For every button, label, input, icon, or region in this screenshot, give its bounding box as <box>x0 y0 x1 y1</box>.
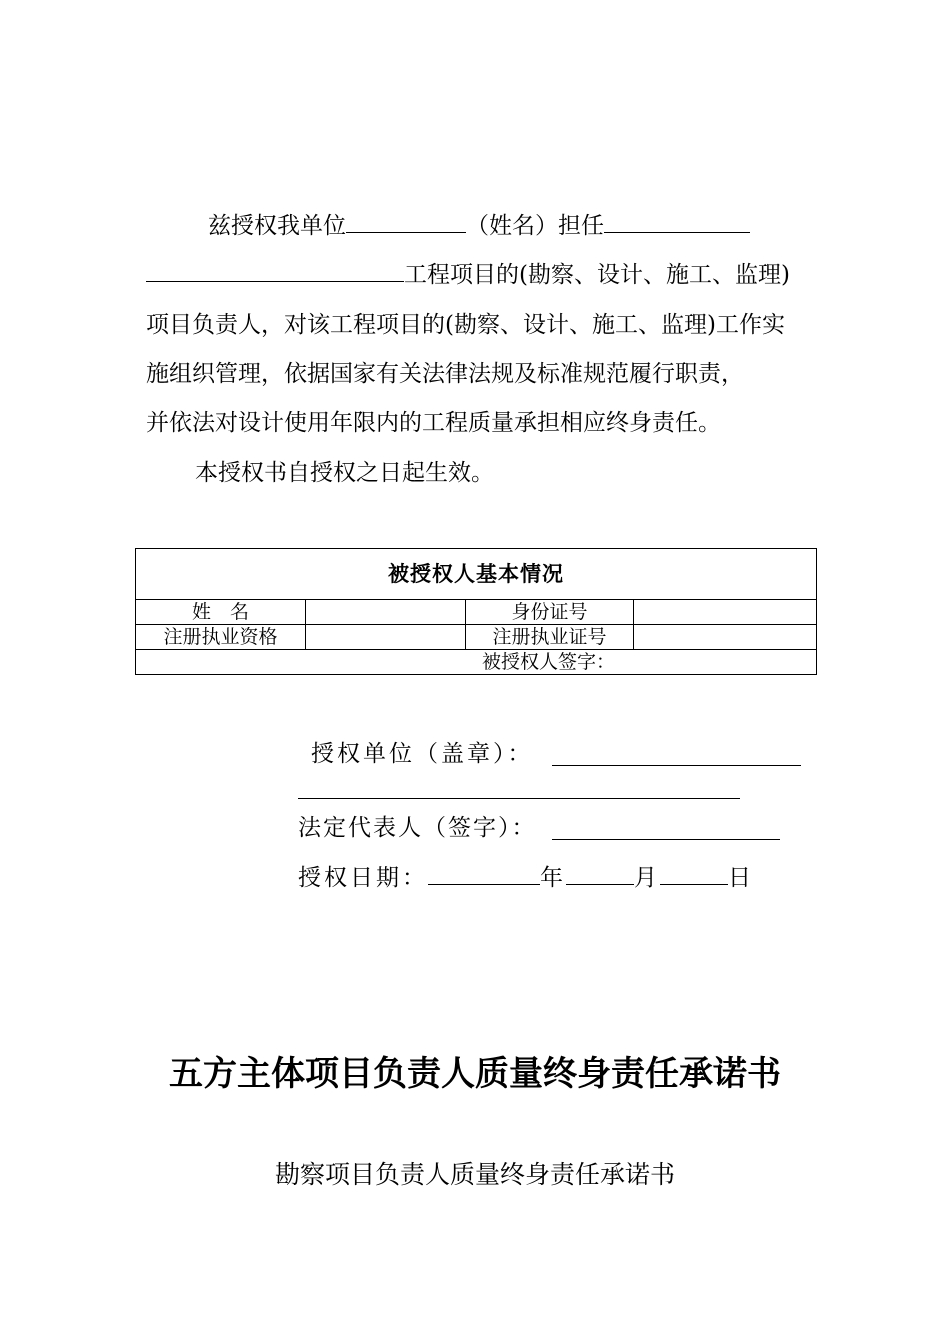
blank-unit-continued <box>298 798 740 799</box>
legal-rep-label: 法定代表人（签字）： <box>298 815 537 841</box>
blank-month <box>566 862 634 885</box>
date-line <box>298 862 754 893</box>
paragraph-line-6: 本授权书自授权之日起生效。 <box>195 460 494 486</box>
text-name-role: （姓名）担任 <box>466 213 604 239</box>
paragraph-line-2 <box>146 259 790 290</box>
document-title: 五方主体项目负责人质量终身责任承诺书 <box>169 1054 781 1094</box>
blank-unit-seal <box>552 765 801 766</box>
signature-label: 被授权人签字： <box>136 650 817 675</box>
blank-day <box>660 862 728 885</box>
qualification-cell <box>306 625 466 650</box>
id-cell <box>634 600 817 625</box>
authorized-person-table <box>135 548 817 675</box>
paragraph-line-5: 并依法对设计使用年限内的工程质量承担相应终身责任。 <box>146 410 721 436</box>
text-authorize-unit: 兹授权我单位 <box>208 213 346 239</box>
blank-year <box>428 862 540 885</box>
document-subtitle: 勘察项目负责人质量终身责任承诺书 <box>274 1160 675 1189</box>
blank-project <box>146 259 404 282</box>
blank-name <box>346 210 466 233</box>
cert-label: 注册执业证号 <box>466 625 634 650</box>
paragraph-line-3: 项目负责人，对该工程项目的(勘察、设计、施工、监理)工作实 <box>146 312 785 338</box>
date-label: 授权日期： <box>298 865 428 891</box>
name-cell <box>306 600 466 625</box>
month-label: 月 <box>634 865 660 891</box>
paragraph-line-1 <box>208 210 750 241</box>
text-project-type: 工程项目的(勘察、设计、施工、监理) <box>404 262 790 288</box>
cert-cell <box>634 625 817 650</box>
blank-legal-rep <box>552 839 780 840</box>
day-label: 日 <box>728 865 754 891</box>
table-header: 被授权人基本情况 <box>136 549 817 600</box>
id-label: 身份证号 <box>466 600 634 625</box>
qualification-label: 注册执业资格 <box>136 625 306 650</box>
blank-role <box>604 210 750 233</box>
unit-seal-label: 授权单位（盖章）： <box>311 741 534 767</box>
year-label: 年 <box>540 865 566 891</box>
paragraph-line-4: 施组织管理，依据国家有关法律法规及标准规范履行职责， <box>146 361 744 387</box>
name-label: 姓 名 <box>136 600 306 625</box>
